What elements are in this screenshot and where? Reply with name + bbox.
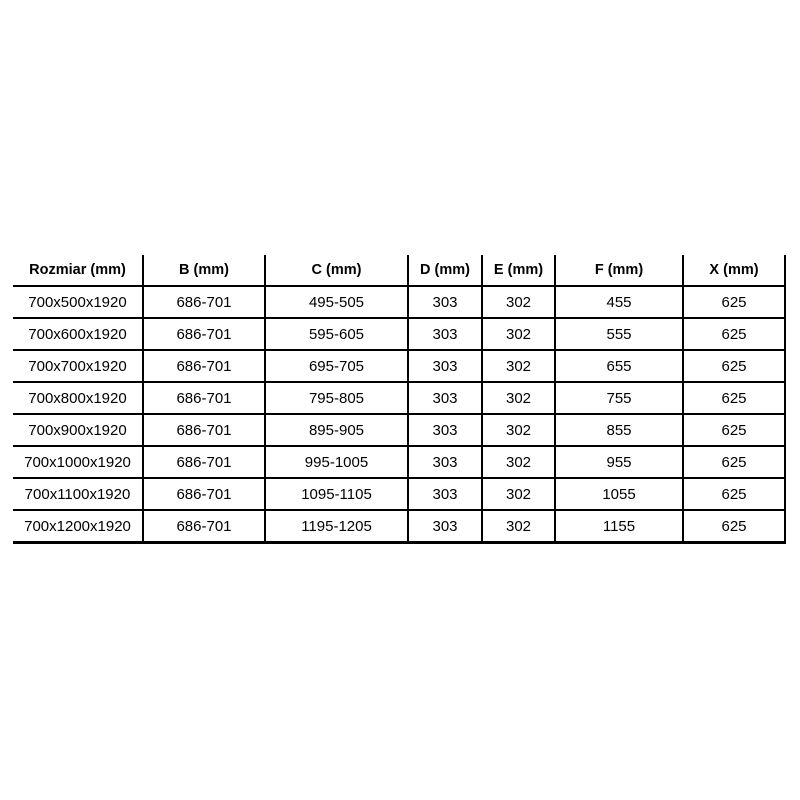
table-cell: 303 [408, 382, 482, 414]
table-cell: 303 [408, 350, 482, 382]
table-cell: 302 [482, 478, 555, 510]
table-cell: 625 [683, 510, 785, 543]
table-row [13, 478, 785, 510]
table-cell: 700x1100x1920 [13, 478, 143, 510]
column-header-d: D (mm) [408, 255, 482, 286]
table-cell: 1195-1205 [265, 510, 408, 543]
table-cell: 625 [683, 286, 785, 318]
table-cell: 700x900x1920 [13, 414, 143, 446]
size-table [13, 255, 786, 544]
table-cell: 695-705 [265, 350, 408, 382]
table-row [13, 318, 785, 350]
table-cell: 755 [555, 382, 683, 414]
table-cell: 1055 [555, 478, 683, 510]
table-cell: 302 [482, 286, 555, 318]
table-cell: 455 [555, 286, 683, 318]
table-cell: 625 [683, 414, 785, 446]
column-header-b: B (mm) [143, 255, 265, 286]
table-cell: 625 [683, 382, 785, 414]
table-cell: 686-701 [143, 350, 265, 382]
table-cell: 625 [683, 478, 785, 510]
table-cell: 303 [408, 286, 482, 318]
table-cell: 302 [482, 318, 555, 350]
table-cell: 303 [408, 510, 482, 543]
table-cell: 686-701 [143, 510, 265, 543]
table-cell: 595-605 [265, 318, 408, 350]
table-row [13, 446, 785, 478]
column-header-x: X (mm) [683, 255, 785, 286]
table-cell: 302 [482, 350, 555, 382]
column-header-rozmiar: Rozmiar (mm) [13, 255, 143, 286]
table-cell: 1095-1105 [265, 478, 408, 510]
table-cell: 795-805 [265, 382, 408, 414]
table-cell: 700x1000x1920 [13, 446, 143, 478]
table-cell: 686-701 [143, 414, 265, 446]
table-cell: 302 [482, 510, 555, 543]
column-header-c: C (mm) [265, 255, 408, 286]
table-row [13, 382, 785, 414]
table-cell: 303 [408, 414, 482, 446]
table-cell: 995-1005 [265, 446, 408, 478]
table-cell: 303 [408, 318, 482, 350]
table-cell: 625 [683, 318, 785, 350]
table-cell: 686-701 [143, 478, 265, 510]
table-cell: 1155 [555, 510, 683, 543]
table-cell: 655 [555, 350, 683, 382]
table-cell: 700x700x1920 [13, 350, 143, 382]
table-cell: 303 [408, 478, 482, 510]
table-cell: 302 [482, 446, 555, 478]
table-cell: 555 [555, 318, 683, 350]
table-cell: 686-701 [143, 286, 265, 318]
column-header-f: F (mm) [555, 255, 683, 286]
header-row [13, 255, 785, 286]
table-cell: 686-701 [143, 446, 265, 478]
table-cell: 495-505 [265, 286, 408, 318]
table-cell: 303 [408, 446, 482, 478]
table-cell: 302 [482, 414, 555, 446]
table-cell: 895-905 [265, 414, 408, 446]
table-cell: 302 [482, 382, 555, 414]
table-cell: 686-701 [143, 382, 265, 414]
table-cell: 855 [555, 414, 683, 446]
table-cell: 700x1200x1920 [13, 510, 143, 543]
table-row [13, 350, 785, 382]
table-row [13, 286, 785, 318]
table-cell: 700x800x1920 [13, 382, 143, 414]
column-header-e: E (mm) [482, 255, 555, 286]
table-row [13, 414, 785, 446]
table-cell: 625 [683, 446, 785, 478]
table-cell: 955 [555, 446, 683, 478]
table-row [13, 510, 785, 543]
table-cell: 700x600x1920 [13, 318, 143, 350]
table-cell: 686-701 [143, 318, 265, 350]
table-cell: 700x500x1920 [13, 286, 143, 318]
table-cell: 625 [683, 350, 785, 382]
